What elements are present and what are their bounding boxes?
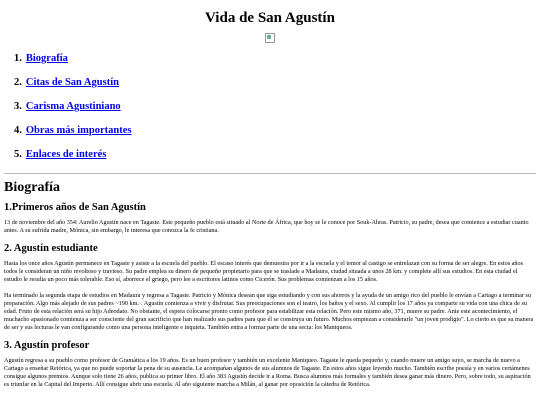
toc-link-obras[interactable]: Obras más importantes bbox=[25, 125, 132, 136]
toc-link-carisma[interactable]: Carisma Agustiniano bbox=[25, 101, 121, 112]
broken-image-icon bbox=[265, 33, 275, 43]
subsection-heading-profesor: 3. Agustín profesor bbox=[4, 340, 90, 351]
subsection-heading-primeros-anos: 1.Primeros años de San Agustín bbox=[4, 202, 146, 213]
toc-link-enlaces[interactable]: Enlaces de interés bbox=[25, 149, 107, 160]
toc-item bbox=[14, 53, 536, 64]
divider bbox=[4, 173, 536, 174]
subsection-heading-estudiante: 2. Agustín estudiante bbox=[4, 243, 98, 254]
toc-number: 5. bbox=[14, 149, 22, 160]
toc-item bbox=[14, 149, 536, 160]
page-title: Vida de San Agustín bbox=[205, 10, 335, 26]
toc-item bbox=[14, 125, 536, 136]
section-heading-biografia: Biografía bbox=[4, 180, 60, 195]
toc-link-citas[interactable]: Citas de San Agustín bbox=[25, 77, 119, 88]
toc-number: 3. bbox=[14, 101, 22, 112]
toc-number: 1. bbox=[14, 53, 22, 64]
toc-link-biografia[interactable]: Biografía bbox=[25, 53, 68, 64]
toc-number: 2. bbox=[14, 77, 22, 88]
paragraph: Hasta los once años Agustín permanece en Tagaste y asiste a la escuela del pueblo. El escaso interés que demuestra por ir a la escuela y el temor al castigo se entrelazan con su forma de ser alegre. En estos años todos le consideran un niño revoltoso y travieso. Su padre emplea su dinero de pequeño propietario para que se traslade a Madaura, ciudad situada a unos 28 km. y complete allí sus estudios. En esta ciudad el estudio le resulta un poco más tolerable. Eso sí, aborrece el griego, pero lee a escritores latinos como Cicerón. Sus problemas comienzan a los 15 años. bbox=[4, 260, 524, 283]
paragraph: Agustín regresa a su pueblo como profesor de Gramática a los 19 años. Es un buen profesor y también un excelente Maniqueo. Tagaste le queda pequeño y, cuando muere un amigo suyo, se marcha de nuevo a Cartago a enseñar Retórica, ya que no puede soportar la pena de su ausencia. Le acompañan algunos de sus alumnos de Tagaste. En estos años sigue leyendo mucho. También escribe poesía y en varios certámenes consigue algunos premios. Aunque solo tiene 26 años, publica su primer libro. El año 383 Agustín decide ir a Roma. Busca alumnos más formales y también desea ganar más dinero. Pero, sobre todo, su aspiración es triunfar en la Capital del Imperio. Allí consigue abrir una escuela. Al año siguiente marcha a Milán, al ganar por oposición la cátedra de Retórica. bbox=[4, 357, 531, 388]
paragraph: Ha terminado la segunda etapa de estudios en Madaura y regresa a Tagaste. Patricio y Mónica desean que siga estudiando y con sus ahorros y la ayuda de un amigo rico del pueblo le envían a Cartago a terminar su preparación. Algo más alejado de sus padres ~190 km.·. Agustín comienza a vivir y disfrutar. Sus preocupaciones son el teatro, los baños y el sexo. Al cumplir los 17 años ya comparte su vida con una chica de su edad. Fruto de esta relación será su hijo Adeodato. No obstante, el esperа colocarse pronto como profesor para estabilizar esta relación. Pero este mismo año, 371, muere su padre. Ante este acontecimiento, el muchacho apasionado comienza a ser consciente del gran sacrificio que han realizado sus padres para que él se construya un futuro. Muchos empiezan a considerarle "un joven prodigio". Lo cierto es que su manera de ser y sus lecturas le van configurando como una persona inteligente e inquieta. También entra a formar parte de una secta: los Maniqueos. bbox=[4, 292, 534, 331]
toc-item bbox=[14, 101, 536, 112]
toc-number: 4. bbox=[14, 125, 22, 136]
paragraph: 13 de noviembre del año 354: Aurelio Agustín nace en Tagaste. Este pequeño pueblo está situado al Norte de África, que hoy se le conoce por Souk-Ahras. Patricio, su padre, desea que comience a estudiar cuanto antes. A su sufrida madre, Mónica, sin embargo, le interesa que conozca la fe cristiana. bbox=[4, 219, 529, 234]
page bbox=[0, 10, 540, 389]
toc-item bbox=[14, 77, 536, 88]
table-of-contents bbox=[4, 53, 536, 160]
